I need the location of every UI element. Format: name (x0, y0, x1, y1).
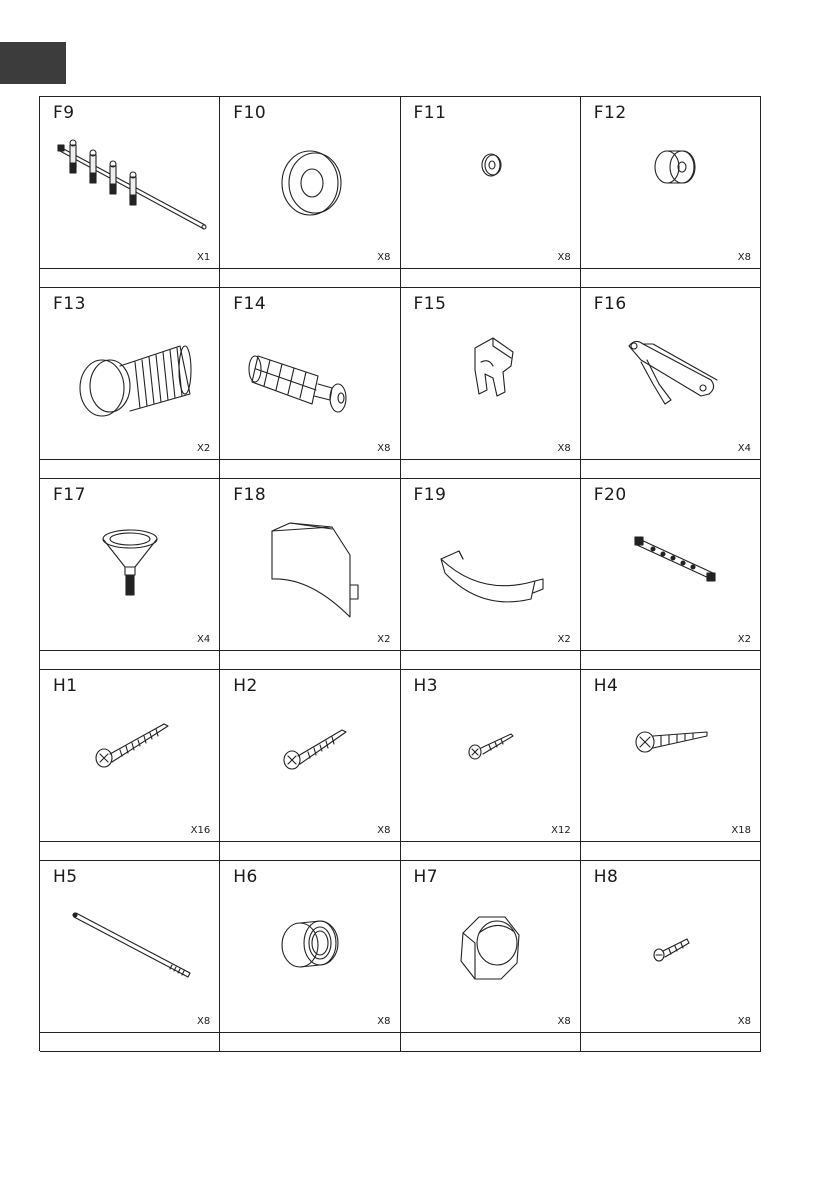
threaded-pin-icon (40, 889, 220, 1019)
part-label-strip (581, 841, 760, 860)
cap-nut-icon (401, 889, 581, 1019)
part-quantity: X2 (197, 443, 211, 454)
part-cell-f17 (40, 479, 220, 670)
part-quantity: X8 (737, 1016, 751, 1027)
part-quantity: X4 (197, 634, 211, 645)
part-quantity: X8 (377, 825, 391, 836)
small-washer-icon (401, 125, 581, 255)
part-label-strip (40, 268, 219, 287)
part-label-strip (220, 650, 399, 669)
part-quantity: X8 (377, 252, 391, 263)
part-quantity: X8 (197, 1016, 211, 1027)
short-screw-icon (401, 698, 581, 828)
part-cell-f16 (581, 288, 761, 479)
part-label-strip (220, 268, 399, 287)
part-label-strip (401, 841, 580, 860)
part-code: H8 (593, 867, 619, 887)
part-label-strip (401, 650, 580, 669)
part-quantity: X16 (190, 825, 211, 836)
part-cell-f14 (220, 288, 400, 479)
part-code: F12 (593, 103, 627, 123)
part-code: F9 (53, 103, 75, 123)
parts-row (40, 288, 761, 479)
spring-clip-icon (401, 316, 581, 446)
wood-screw-icon (581, 698, 761, 828)
bumper-ring-icon (581, 125, 761, 255)
part-quantity: X18 (731, 825, 751, 836)
long-screw-icon (40, 698, 220, 828)
part-quantity: X8 (377, 443, 391, 454)
part-cell-f18 (220, 479, 400, 670)
part-label-strip (581, 1032, 760, 1051)
part-quantity: X8 (737, 252, 751, 263)
leveling-foot-icon (40, 507, 220, 637)
part-code: F16 (593, 294, 627, 314)
part-label-strip (581, 268, 760, 287)
score-counter-rail-icon (581, 507, 761, 637)
part-code: H2 (233, 676, 258, 696)
part-cell-h3 (401, 670, 581, 861)
part-code: H4 (593, 676, 619, 696)
part-label-strip (220, 1032, 399, 1051)
curved-panel-icon (220, 507, 400, 637)
part-code: F19 (413, 485, 447, 505)
part-cell-h1 (40, 670, 220, 861)
part-cell-f10 (220, 97, 400, 288)
part-quantity: X8 (557, 443, 571, 454)
part-cell-f19 (401, 479, 581, 670)
part-label-strip (40, 841, 219, 860)
parts-row (40, 861, 761, 1052)
part-quantity: X8 (557, 252, 571, 263)
parts-row (40, 479, 761, 670)
part-cell-h5 (40, 861, 220, 1052)
threaded-knob-icon (40, 316, 220, 446)
part-cell-f13 (40, 288, 220, 479)
part-cell-f20 (581, 479, 761, 670)
parts-row (40, 97, 761, 288)
ball-return-tray-icon (401, 507, 581, 637)
foosball-rod-with-players-icon (40, 125, 220, 255)
part-cell-h8 (581, 861, 761, 1052)
part-cell-h2 (220, 670, 400, 861)
part-cell-f15 (401, 288, 581, 479)
part-cell-f12 (581, 97, 761, 288)
part-quantity: X2 (557, 634, 571, 645)
bracket-hinge-icon (581, 316, 761, 446)
part-code: H1 (53, 676, 78, 696)
part-code: H6 (233, 867, 258, 887)
part-label-strip (220, 459, 399, 478)
part-label-strip (401, 459, 580, 478)
part-label-strip (581, 459, 760, 478)
handle-grip-icon (220, 316, 400, 446)
part-cell-h7 (401, 861, 581, 1052)
part-label-strip (40, 459, 219, 478)
part-code: F10 (233, 103, 267, 123)
parts-grid (39, 96, 761, 1051)
medium-screw-icon (220, 698, 400, 828)
part-code: H3 (413, 676, 439, 696)
part-cell-h4 (581, 670, 761, 861)
small-bolt-icon (581, 889, 761, 1019)
part-label-strip (40, 1032, 219, 1051)
part-label-strip (40, 650, 219, 669)
part-quantity: X2 (377, 634, 391, 645)
large-washer-icon (220, 125, 400, 255)
part-quantity: X8 (377, 1016, 391, 1027)
part-code: F18 (233, 485, 267, 505)
part-cell-f11 (401, 97, 581, 288)
part-cell-f9 (40, 97, 220, 288)
part-quantity: X1 (197, 252, 211, 263)
part-code: H5 (53, 867, 78, 887)
part-quantity: X8 (557, 1016, 571, 1027)
part-code: F17 (53, 485, 86, 505)
part-label-strip (581, 650, 760, 669)
part-quantity: X12 (551, 825, 571, 836)
part-label-strip (401, 268, 580, 287)
part-code: F11 (413, 103, 447, 123)
part-label-strip (401, 1032, 580, 1051)
part-code: F20 (593, 485, 627, 505)
part-code: F13 (53, 294, 86, 314)
part-label-strip (220, 841, 399, 860)
part-code: F15 (413, 294, 447, 314)
flange-nut-icon (220, 889, 400, 1019)
part-cell-h6 (220, 861, 400, 1052)
part-quantity: X2 (737, 634, 751, 645)
part-code: H7 (413, 867, 439, 887)
section-tab-marker (0, 42, 66, 84)
part-quantity: X4 (737, 443, 751, 454)
part-code: F14 (233, 294, 267, 314)
parts-row (40, 670, 761, 861)
